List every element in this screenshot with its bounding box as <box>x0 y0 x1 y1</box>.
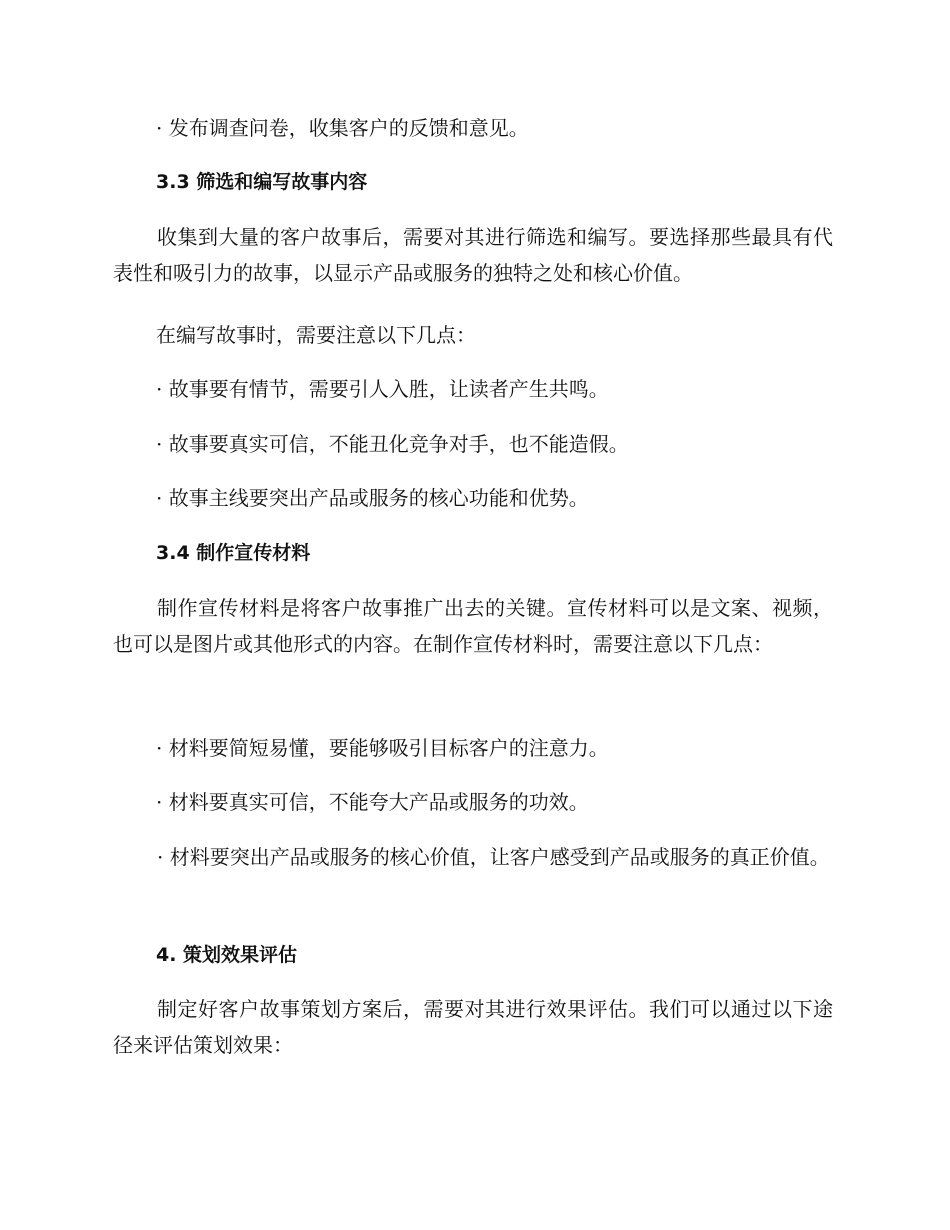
paragraph-writing-notes: 在编写故事时，需要注意以下几点： <box>156 323 476 347</box>
heading-3-3: 3.3 筛选和编写故事内容 <box>156 171 368 193</box>
bullet-survey: · 发布调查问卷，收集客户的反馈和意见。 <box>156 116 529 140</box>
bullet-story-true: · 故事要真实可信，不能丑化竞争对手，也不能造假。 <box>156 432 629 456</box>
bullet-material-true: · 材料要真实可信，不能夸大产品或服务的功效。 <box>156 790 589 814</box>
bullet-story-plot: · 故事要有情节，需要引人入胜，让读者产生共鸣。 <box>156 377 609 401</box>
paragraph-filter-stories: 收集到大量的客户故事后，需要对其进行筛选和编写。要选择那些最具有代表性和吸引力的故事，以显示产品或服务的独特之处和核心价值。 <box>113 225 833 285</box>
bullet-story-core: · 故事主线要突出产品或服务的核心功能和优势。 <box>156 486 589 510</box>
paragraph-evaluation: 制定好客户故事策划方案后，需要对其进行效果评估。我们可以通过以下途径来评估策划效果： <box>113 997 833 1057</box>
bullet-material-core: · 材料要突出产品或服务的核心价值，让客户感受到产品或服务的真正价值。 <box>157 845 830 869</box>
paragraph-promo-materials: 制作宣传材料是将客户故事推广出去的关键。宣传材料可以是文案、视频，也可以是图片或其他形式的内容。在制作宣传材料时，需要注意以下几点： <box>113 596 833 656</box>
bullet-material-simple: · 材料要简短易懂，要能够吸引目标客户的注意力。 <box>156 736 609 760</box>
heading-3-4: 3.4 制作宣传材料 <box>156 542 311 564</box>
heading-4: 4. 策划效果评估 <box>156 944 298 966</box>
